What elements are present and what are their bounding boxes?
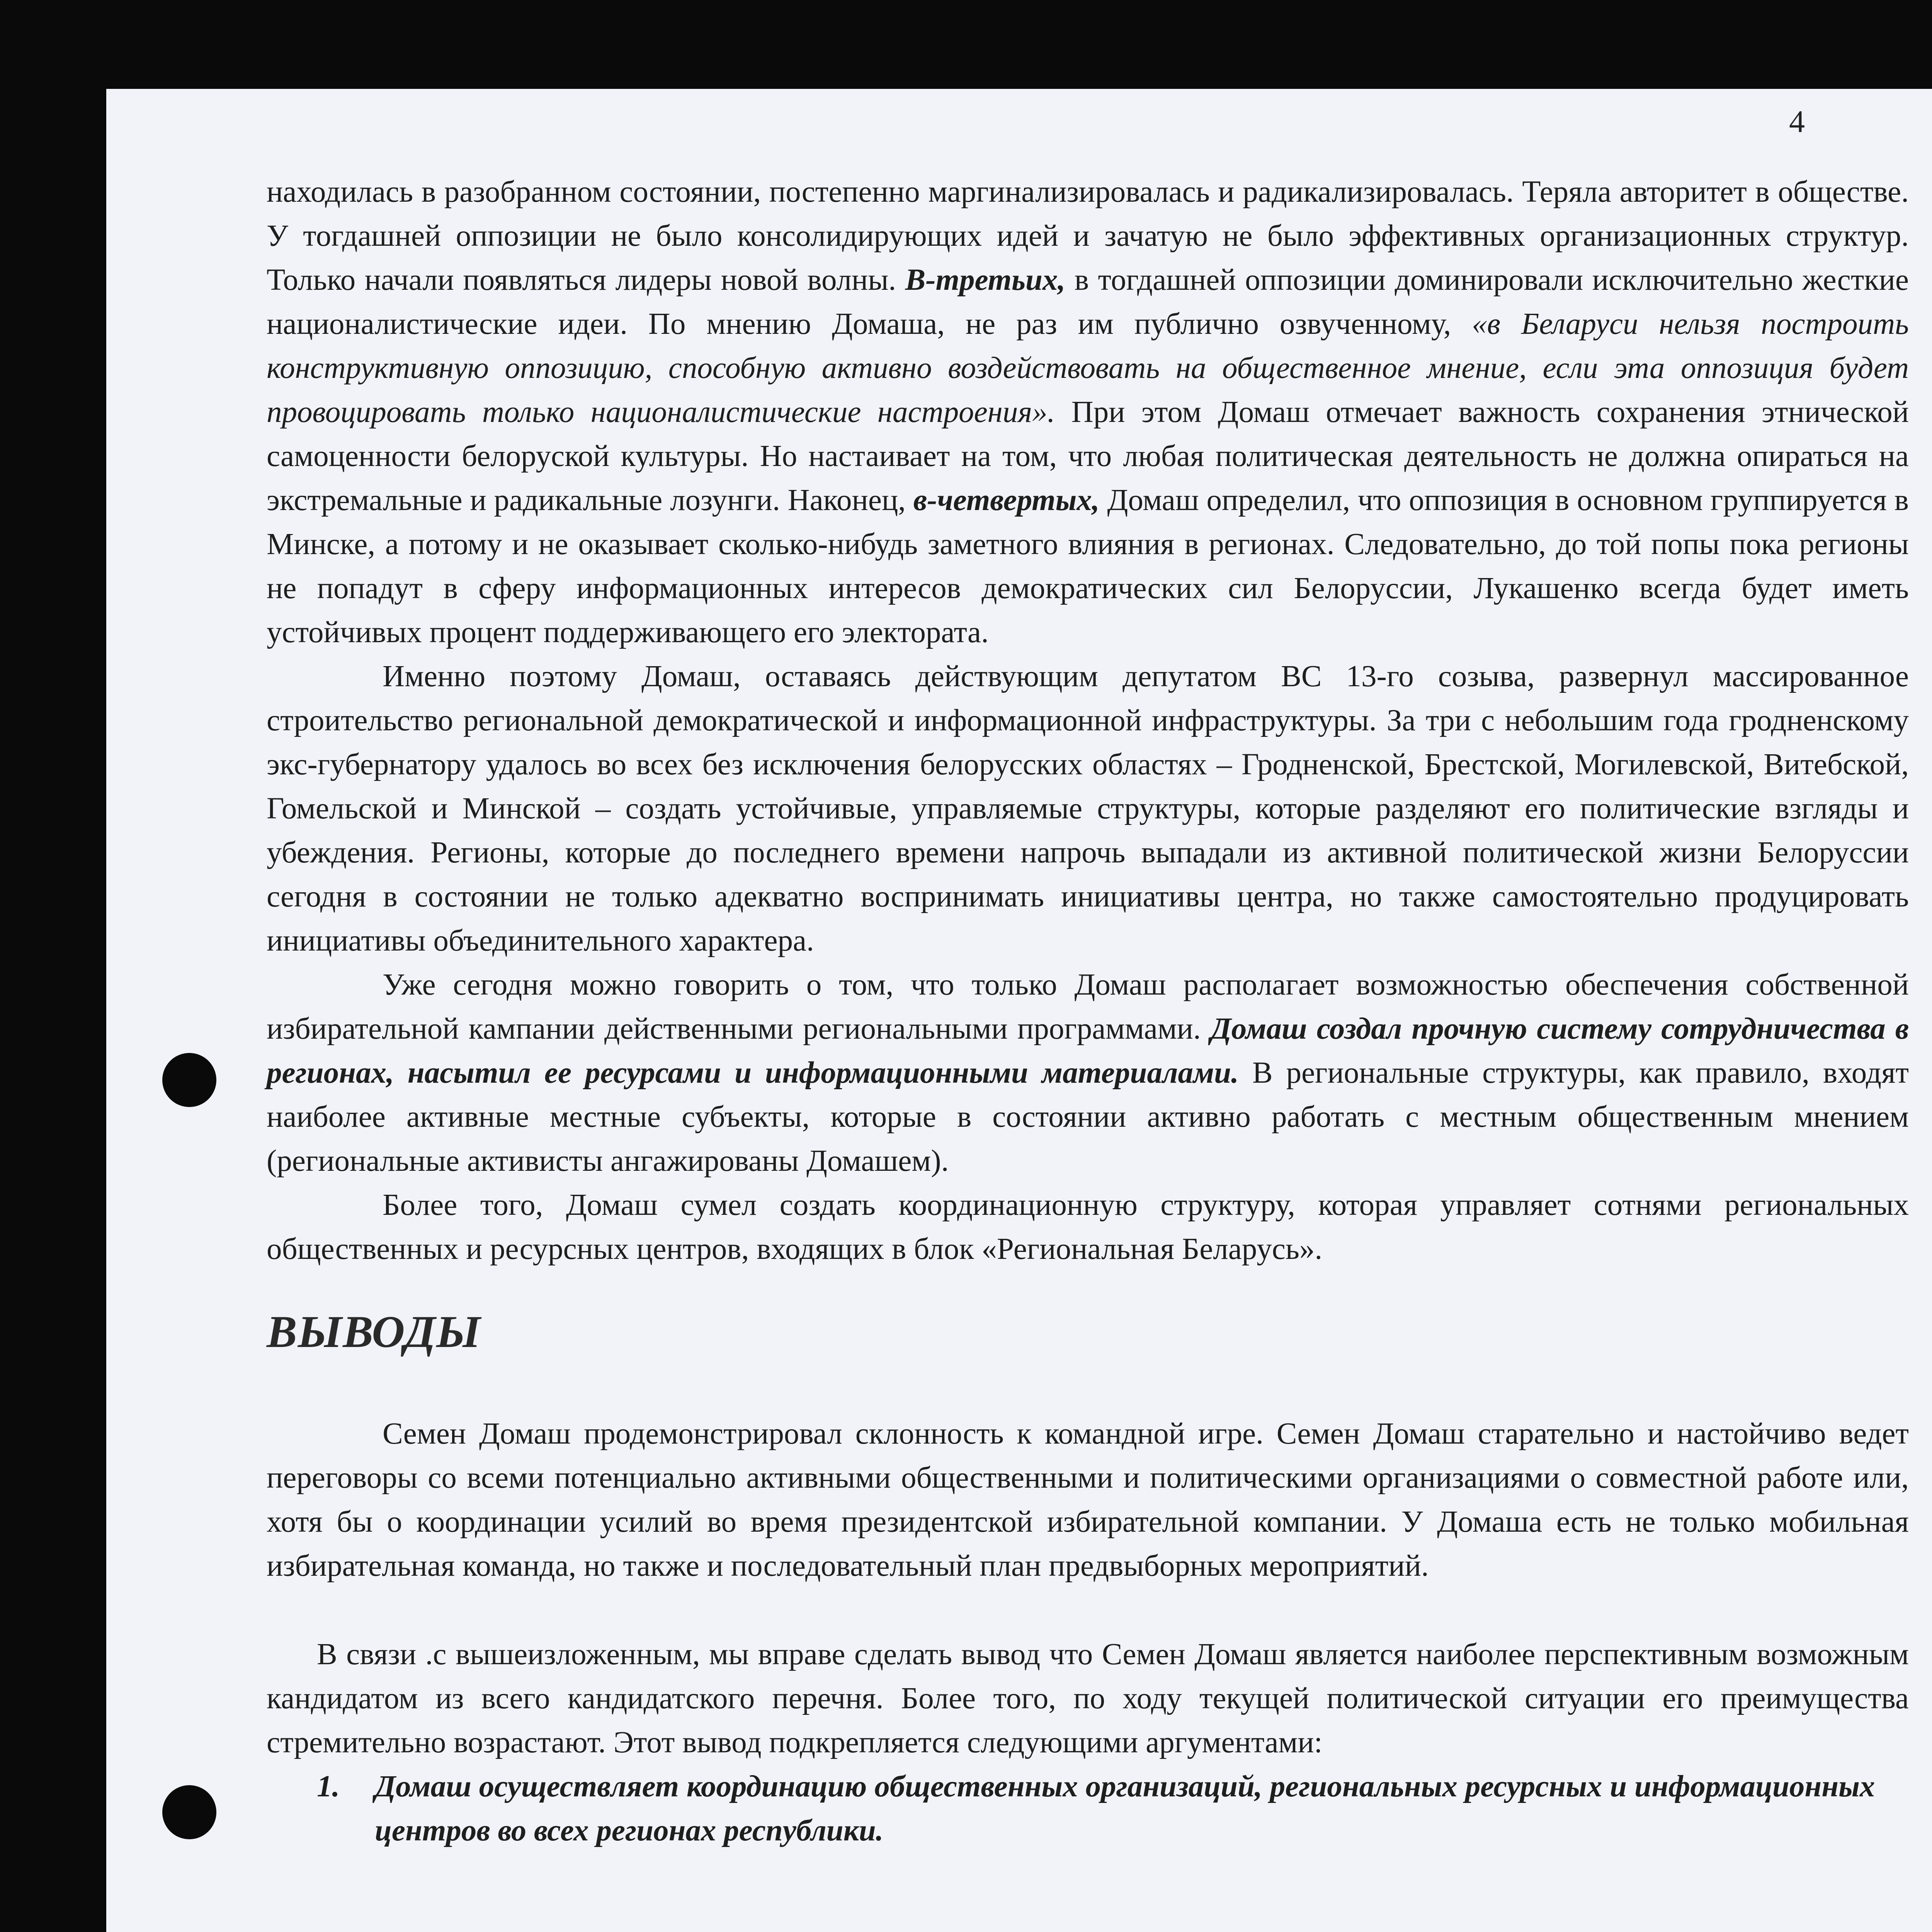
- paragraph-team-play: Семен Домаш продемонстрировал склонность к командной игре. Семен Домаш старательно и настойчиво ведет переговоры со всеми потенциально активными общественными и политическими организациями о совместной работе или, хотя бы о координации усилий во время президентской избирательной компании. У Домаша есть не только мобильная избирательная команда, но также и последовательный план предвыборных мероприятий.: [267, 1417, 1909, 1583]
- punch-hole-top: [162, 1053, 216, 1107]
- list-item: [267, 1765, 1909, 1853]
- paragraph-opposition: [267, 170, 1909, 655]
- punch-hole-bottom: [162, 1785, 216, 1839]
- paragraph-regional-programs: [267, 963, 1909, 1183]
- paragraph-conclusion: В связи .с вышеизложенным, мы вправе сделать вывод что Семен Домаш является наиболее перспективным возможным кандидатом из всего кандидатского перечня. Более того, по ходу текущей политической ситуации его преимущества стремительно возрастают. Этот вывод подкрепляется следующими аргументами:: [267, 1638, 1909, 1759]
- document-body: [267, 170, 1909, 1853]
- text-run: При этом Домаш отмечает важность сохранения этнической самоценности белоруской культуры. Но настаивает на том, что любая политическая деятельность не должна опираться на экстремальные и радикальные лозунги. Наконец,: [267, 395, 1909, 517]
- text-run: В региональные структуры, как правило, входят наиболее активные местные субъекты, которые в состоянии активно работать с местным общественным мнением (региональные активисты ангажированы Домашем).: [267, 1056, 1909, 1178]
- paragraph-regional-infrastructure: Именно поэтому Домаш, оставаясь действующим депутатом ВС 13-го созыва, развернул массированное строительство региональной демократической и информационной инфраструктуры. За три с небольшим года гродненскому экс-губернатору удалось во всех без исключения белорусских областях – Гродненской, Брестской, Могилевской, Витебской, Гомельской и Минской – создать устойчивые, управляемые структуры, которые разделяют его политические взгляды и убеждения. Регионы, которые до последнего времени напрочь выпадали из активной политической жизни Белоруссии сегодня в состоянии не только адекватно воспринимать инициативы центра, но также самостоятельно продуцировать инициативы объединительного характера.: [267, 660, 1909, 957]
- list-number: 1.: [317, 1770, 340, 1803]
- emphasis-third: В-третьих,: [905, 263, 1066, 297]
- text-run: в тогдашней оппозиции доминировали исключительно жесткие националистические идеи. По мнению Домаша, не раз им публично озвученному,: [267, 263, 1909, 341]
- paragraph-coordination-structure: Более того, Домаш сумел создать координационную структуру, которая управляет сотнями региональных общественных и ресурсных центров, входящих в блок «Региональная Беларусь».: [267, 1188, 1909, 1266]
- section-heading-conclusions: ВЫВОДЫ: [267, 1306, 481, 1357]
- list-text: Домаш осуществляет координацию общественных организаций, региональных ресурсных и информационных центров во всех регионах республики.: [375, 1770, 1875, 1847]
- quote-domash: «в Беларуси нельзя построить конструктивную оппозицию, способную активно воздействовать на общественное мнение, если эта оппозиция будет провоцировать только националистические настроения».: [267, 307, 1909, 429]
- emphasis-cooperation: Домаш создал прочную систему сотрудничества в регионах, насытил ее ресурсами и информационными материалами.: [267, 1012, 1909, 1090]
- emphasis-fourth: в-четвертых,: [913, 483, 1100, 517]
- page-number: 4: [1789, 104, 1805, 139]
- text-run: находилась в разобранном состоянии, постепенно маргинализировалась и радикализировалась. Теряла авторитет в обществе. У тогдашней оппозиции не было консолидирующих идей и зачатую не было эффективных организационных структур. Только начали появляться лидеры новой волны.: [267, 175, 1909, 297]
- text-run: Домаш определил, что оппозиция в основном группируется в Минске, а потому и не оказывает сколько-нибудь заметного влияния в регионах. Следовательно, до той попы пока регионы не попадут в сферу информационных интересов демократических сил Белоруссии, Лукашенко всегда будет иметь устойчивых процент поддерживающего его электората.: [267, 483, 1909, 649]
- text-run: Уже сегодня можно говорить о том, что только Домаш располагает возможностью обеспечения собственной избирательной кампании действенными региональными программами.: [267, 968, 1909, 1046]
